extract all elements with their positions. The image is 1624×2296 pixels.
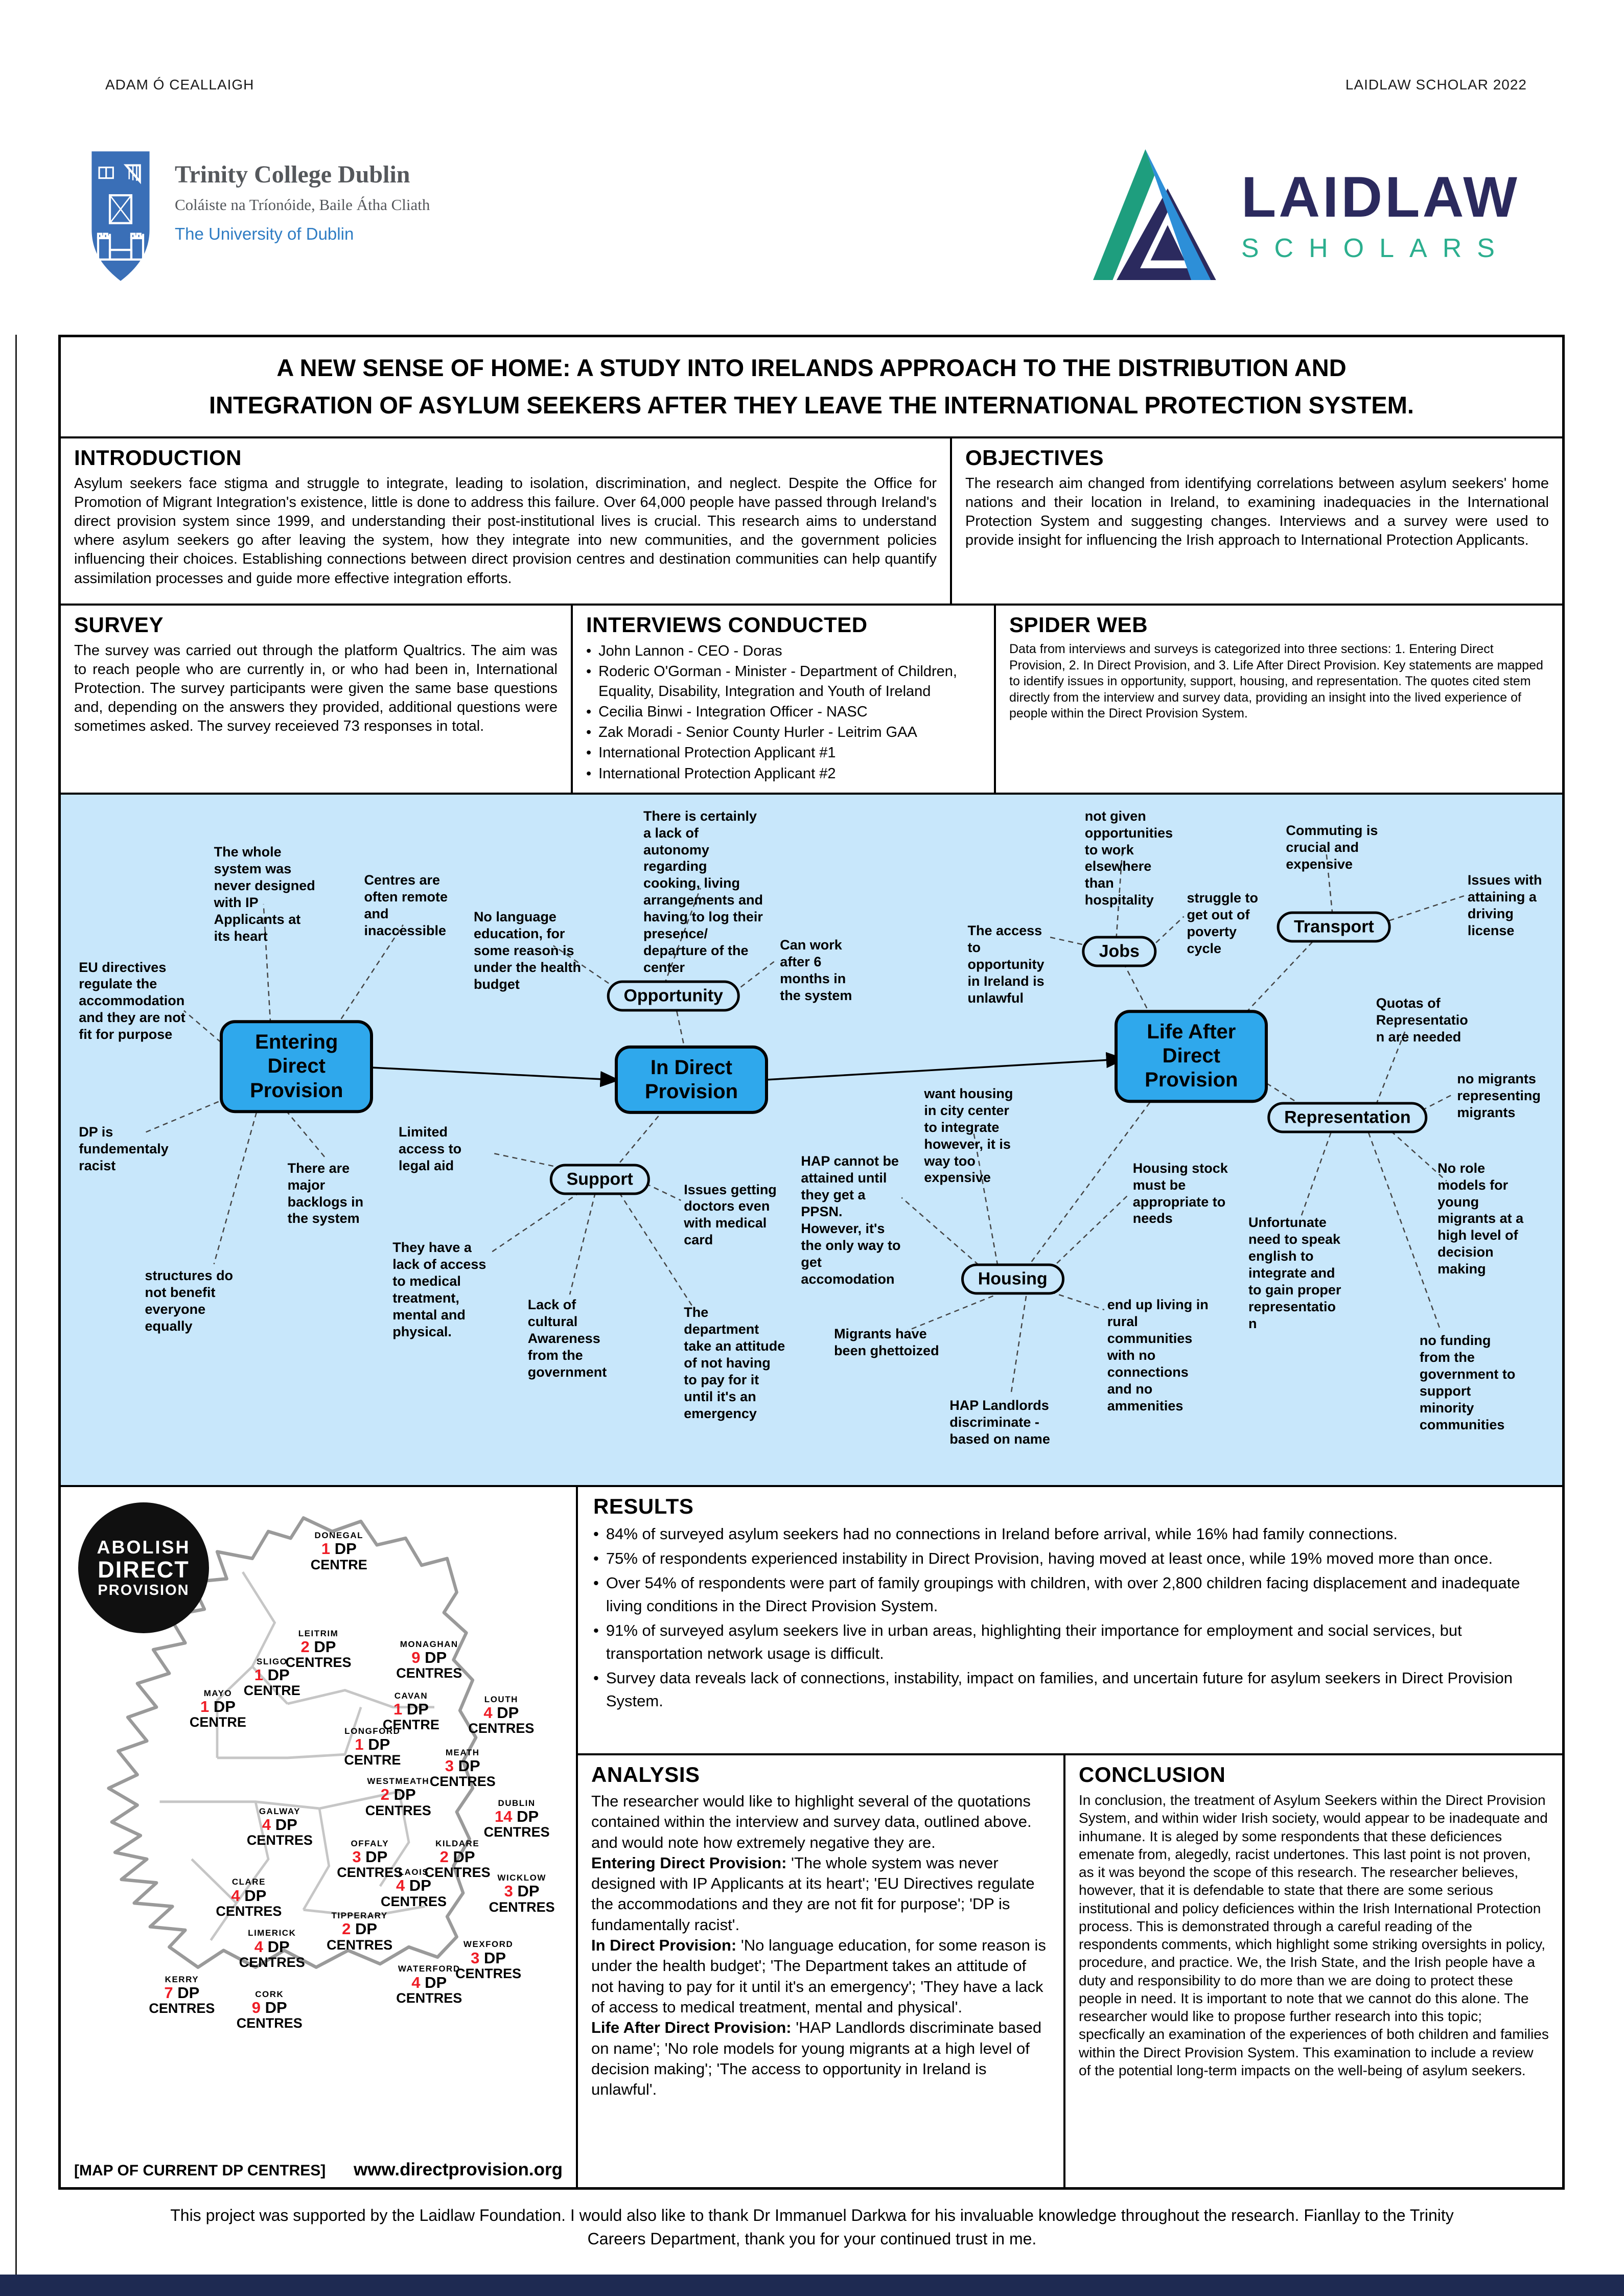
- author-name: ADAM Ó CEALLAIGH: [105, 77, 254, 92]
- county-dp-count: [311, 1540, 367, 1557]
- county-label-tipperary: [327, 1911, 392, 1952]
- county-name: LEITRIM: [298, 1629, 339, 1639]
- mindmap-node-in-direct: In Direct Provision: [615, 1046, 768, 1114]
- bullet-icon: •: [593, 1621, 599, 1639]
- county-name: MONAGHAN: [400, 1639, 458, 1649]
- results-analysis-conclusion: [578, 1487, 1562, 2187]
- survey-heading: SURVEY: [74, 613, 164, 637]
- mindmap-arrow: [370, 1068, 616, 1080]
- mindmap-quote-e2: Centres are often remote and inaccessible: [364, 872, 448, 939]
- county-name: CORK: [255, 1989, 284, 1999]
- county-name: GALWAY: [259, 1806, 300, 1817]
- scholar-year-label: LAIDLAW SCHOLAR 2022: [1345, 77, 1527, 92]
- result-item-text: 84% of surveyed asylum seekers had no connections in Ireland before arrival, while 16% had family connections.: [606, 1525, 1398, 1543]
- county-dp-unit: CENTRE: [382, 1717, 439, 1733]
- result-item: [593, 1523, 1547, 1546]
- bullet-icon: •: [586, 724, 592, 741]
- county-name: WEXFORD: [463, 1939, 514, 1950]
- county-label-limerick: [239, 1929, 305, 1969]
- county-dp-unit: CENTRES: [489, 1899, 555, 1915]
- analysis-part-label: Life After Direct Provision:: [591, 2019, 792, 2037]
- county-dp-unit: CENTRES: [285, 1655, 352, 1671]
- county-label-wexford: [455, 1940, 521, 1981]
- county-dp-suffix: DP: [513, 1882, 540, 1900]
- analysis-part: [591, 2017, 1050, 2100]
- county-name: WATERFORD: [398, 1964, 460, 1974]
- county-dp-suffix: DP: [448, 1848, 475, 1866]
- county-dp-count: [285, 1638, 351, 1655]
- mindmap-node-support: Support: [550, 1164, 650, 1195]
- county-dp-suffix: DP: [363, 1735, 390, 1753]
- county-label-louth: [468, 1695, 534, 1736]
- county-dp-number: 3: [504, 1882, 513, 1900]
- introduction-heading: INTRODUCTION: [74, 446, 242, 470]
- county-dp-suffix: DP: [492, 1704, 519, 1722]
- county-dp-suffix: DP: [402, 1700, 429, 1719]
- county-name: CLARE: [231, 1877, 266, 1887]
- mindmap-quote-s4: Lack of cultural Awareness from the government: [527, 1297, 607, 1380]
- interviews-list: [586, 641, 981, 783]
- mindmap-quote-e1: The whole system was never designed with IP Applicants at its heart: [214, 844, 315, 944]
- mindmap-quote-j2: struggle to get out of poverty cycle: [1187, 890, 1258, 957]
- interview-item-text: John Lannon - CEO - Doras: [598, 643, 782, 659]
- result-item: [593, 1667, 1547, 1713]
- county-dp-unit: CENTRES: [396, 1665, 462, 1681]
- county-label-dublin: [484, 1799, 550, 1840]
- map-caption: [MAP OF CURRENT DP CENTRES]: [74, 2162, 326, 2179]
- conclusion-section: [1063, 1755, 1562, 2187]
- county-dp-unit: CENTRE: [344, 1752, 401, 1768]
- mindmap-dashed-link: [214, 1103, 259, 1264]
- result-item: [593, 1619, 1547, 1665]
- county-label-monaghan: [396, 1640, 462, 1681]
- spiderweb-heading: SPIDER WEB: [1009, 613, 1148, 637]
- county-dp-count: [489, 1883, 555, 1899]
- mindmap-arrow: [763, 1059, 1122, 1080]
- county-dp-unit: CENTRE: [310, 1557, 367, 1572]
- introduction-body: Asylum seekers face stigma and struggle to integrate, leading to isolation, discrimination, and neglect. Despite the Office for Promotion of Migrant Integration's existence, little is done to address this failure. Over 64,000 people have passed through Ireland's direct provision system since 1999, and understanding their post-institutional lives is crucial. This research aims to understand where asylum seekers go after leaving the system, how they integrate into new communities, and the government policies influencing their choices. Establishing connections between direct provision centres and destination communities can help quantify assimilation processes and guide more effective integration efforts.: [74, 475, 937, 587]
- county-dp-number: 3: [445, 1757, 454, 1775]
- spiderweb-body: Data from interviews and surveys is categorized into three sections: 1. Entering Direct Provision, 2. In Direct Provision, and 3. Life After Direct Provision. Key statements are mapped to identify issues in opportunity, support, housing, and representation. The quotes cited stem directly from the interview and survey data, providing an insight into the lived experience of people within the Direct Provision System.: [1009, 642, 1543, 721]
- mindmap-quote-e4: EU directives regulate the accommodation and they are not fit for purpose: [79, 959, 185, 1042]
- county-dp-suffix: DP: [405, 1876, 431, 1895]
- county-dp-suffix: DP: [420, 1973, 447, 1991]
- mindmap-node-housing: Housing: [961, 1264, 1064, 1295]
- county-label-westmeath: [365, 1777, 431, 1818]
- mindmap-node-opportunity: Opportunity: [607, 981, 740, 1012]
- mindmap-dashed-link: [901, 1198, 986, 1271]
- county-name: DUBLIN: [498, 1798, 536, 1808]
- county-dp-unit: CENTRES: [149, 2001, 215, 2016]
- trinity-shield-icon: [87, 149, 154, 286]
- county-name: MEATH: [445, 1748, 480, 1757]
- mindmap-quote-t2: Issues with attaining a driving license: [1467, 872, 1542, 939]
- county-label-donegal: [311, 1531, 367, 1572]
- county-dp-number: 1: [200, 1697, 210, 1715]
- county-name: SLIGO: [257, 1656, 288, 1666]
- bullet-icon: •: [586, 765, 592, 782]
- badge-line3: PROVISION: [98, 1582, 190, 1598]
- results-section: [578, 1487, 1562, 1755]
- county-dp-count: [383, 1701, 439, 1718]
- objectives-heading: OBJECTIVES: [965, 446, 1104, 470]
- interview-item-text: International Protection Applicant #2: [598, 765, 836, 782]
- bullet-icon: •: [586, 663, 592, 680]
- mindmap-dashed-link: [1011, 1296, 1026, 1393]
- interview-item: [586, 641, 981, 661]
- mindmap-quote-o2: Can work after 6 months in the system: [780, 937, 852, 1004]
- county-dp-number: 2: [342, 1920, 351, 1938]
- laidlaw-triangle-icon: [1093, 144, 1224, 288]
- interviews-section: [571, 606, 994, 793]
- county-dp-suffix: DP: [309, 1638, 336, 1656]
- mindmap-quote-t1: Commuting is crucial and expensive: [1286, 823, 1378, 872]
- county-label-longford: [344, 1727, 401, 1768]
- county-dp-unit: CENTRES: [429, 1774, 496, 1790]
- county-dp-number: 4: [396, 1876, 405, 1895]
- county-dp-suffix: DP: [261, 1998, 287, 2016]
- mindmap-quote-o1: There is certainly a lack of autonomy regarding cooking, living arrangements and having to log their presence/ departure of the center: [643, 808, 763, 976]
- bullet-icon: •: [586, 703, 592, 720]
- county-name: KILDARE: [435, 1839, 480, 1849]
- intro-objectives-row: [61, 438, 1562, 606]
- mindmap-dashed-link: [1050, 1193, 1130, 1269]
- county-label-kerry: [149, 1975, 215, 2016]
- county-dp-number: 1: [254, 1666, 264, 1684]
- mindmap-node-entering: Entering Direct Provision: [220, 1021, 373, 1114]
- mindmap-quote-j1: not given opportunities to work elsewhere than hospitality: [1084, 808, 1173, 908]
- survey-body: The survey was carried out through the platform Qualtrics. The aim was to reach people who are currently in, or who had been in, International Protection. The survey participants were given the same base questions and, depending on the answers they provided, additional questions were sometimes asked. The survey receieved 73 responses in total.: [74, 642, 558, 735]
- mindmap-dashed-link: [570, 1193, 595, 1294]
- mindmap-quote-h1: want housing in city center to integrate however, it is way too expensive: [924, 1085, 1013, 1186]
- results-heading: RESULTS: [593, 1494, 694, 1518]
- dp-centres-map-panel: [61, 1487, 578, 2187]
- laidlaw-name: LAIDLAW: [1241, 165, 1520, 229]
- county-label-wicklow: [489, 1873, 555, 1914]
- county-dp-unit: CENTRES: [468, 1721, 535, 1736]
- county-dp-number: 3: [471, 1949, 480, 1967]
- county-dp-unit: CENTRES: [327, 1937, 393, 1953]
- county-dp-count: [327, 1920, 392, 1937]
- mindmap-dashed-link: [615, 1109, 664, 1169]
- county-dp-number: 1: [393, 1700, 403, 1719]
- county-dp-unit: CENTRES: [483, 1824, 550, 1840]
- county-dp-unit: CENTRES: [246, 1833, 313, 1848]
- county-dp-suffix: DP: [454, 1757, 480, 1775]
- county-dp-number: 1: [355, 1735, 364, 1753]
- county-dp-count: [239, 1938, 305, 1955]
- trinity-logo: [87, 149, 430, 286]
- mindmap-dashed-link: [490, 1192, 580, 1253]
- mindmap-quote-r5: no funding from the government to support minority communities: [1419, 1333, 1516, 1433]
- county-dp-unit: CENTRES: [239, 1954, 305, 1970]
- county-dp-number: 4: [483, 1704, 493, 1722]
- county-dp-count: [425, 1848, 491, 1865]
- laidlaw-subtitle: SCHOLARS: [1241, 233, 1510, 263]
- county-dp-count: [381, 1877, 447, 1894]
- county-dp-count: [365, 1786, 431, 1803]
- county-dp-count: [468, 1704, 534, 1721]
- mindmap-quote-h5: Housing stock must be appropriate to needs: [1132, 1160, 1228, 1226]
- county-label-waterford: [396, 1964, 462, 2005]
- county-dp-number: 2: [439, 1848, 449, 1866]
- county-dp-number: 7: [164, 1984, 173, 2002]
- mindmap-node-life-after: Life After Direct Provision: [1115, 1010, 1268, 1103]
- mindmap-quote-e5: DP is fundementaly racist: [79, 1124, 169, 1174]
- county-name: TIPPERARY: [331, 1911, 388, 1921]
- county-dp-count: [337, 1848, 403, 1865]
- interview-item-text: Zak Moradi - Senior County Hurler - Leitrim GAA: [598, 724, 917, 741]
- county-dp-suffix: DP: [209, 1697, 236, 1715]
- county-dp-unit: CENTRES: [455, 1965, 522, 1981]
- county-dp-suffix: DP: [263, 1666, 290, 1684]
- badge-line2: DIRECT: [98, 1557, 190, 1583]
- analysis-part-label: Entering Direct Provision:: [591, 1853, 787, 1872]
- county-dp-suffix: DP: [263, 1937, 290, 1956]
- county-label-laois: [381, 1868, 447, 1909]
- result-item: [593, 1547, 1547, 1570]
- analysis-conclusion-row: [578, 1755, 1562, 2187]
- county-dp-number: 2: [380, 1785, 390, 1804]
- mindmap-dashed-link: [1050, 1292, 1104, 1310]
- mindmap-dashed-link: [331, 925, 403, 1034]
- county-dp-number: 1: [321, 1540, 331, 1558]
- acknowledgement-text: This project was supported by the Laidlaw Foundation. I would also like to thank Dr Immanuel Darkwa for his invaluable knowledge throughout the research. Fianllay to the Trinity Careers Department, thank you for your continued trust in me.: [170, 2206, 1454, 2248]
- county-dp-suffix: DP: [479, 1949, 506, 1967]
- county-dp-number: 2: [300, 1638, 310, 1656]
- mindmap-quote-r2: no migrants representing migrants: [1457, 1071, 1541, 1121]
- county-dp-suffix: DP: [351, 1920, 378, 1938]
- result-item: [593, 1572, 1547, 1618]
- analysis-heading: ANALYSIS: [591, 1762, 700, 1787]
- mindmap-node-jobs: Jobs: [1082, 936, 1156, 967]
- survey-section: [61, 606, 571, 793]
- county-dp-suffix: DP: [240, 1886, 267, 1905]
- bullet-icon: •: [593, 1549, 599, 1567]
- county-dp-number: 4: [411, 1973, 421, 1991]
- interview-item-text: International Protection Applicant #1: [598, 745, 836, 761]
- county-dp-suffix: DP: [361, 1848, 388, 1866]
- analysis-section: [578, 1755, 1063, 2187]
- mindmap-quote-o3: The access to opportunity in Ireland is unlawful: [967, 922, 1045, 1006]
- mindmap-dashed-link: [1381, 896, 1465, 923]
- county-label-sligo: [244, 1657, 300, 1698]
- trinity-name: Trinity College Dublin: [175, 161, 410, 188]
- interview-item: [586, 764, 981, 783]
- county-name: LIMERICK: [248, 1928, 296, 1938]
- county-dp-count: [244, 1666, 300, 1683]
- conclusion-heading: CONCLUSION: [1079, 1762, 1226, 1787]
- mindmap-node-representation: Representation: [1267, 1102, 1428, 1133]
- county-dp-unit: CENTRE: [243, 1683, 300, 1699]
- analysis-part: [591, 1853, 1050, 1935]
- county-dp-unit: CENTRE: [189, 1714, 246, 1730]
- county-label-meath: [430, 1748, 496, 1789]
- trinity-logo-text: [175, 149, 430, 244]
- introduction-section: [61, 438, 950, 604]
- county-dp-suffix: DP: [271, 1816, 297, 1834]
- trinity-irish-name: Coláiste na Tríonóide, Baile Átha Cliath: [175, 196, 430, 214]
- county-dp-number: 14: [494, 1807, 513, 1825]
- mindmap-dashed-link: [619, 1193, 693, 1307]
- poster-title-line1: A NEW SENSE OF HOME: A STUDY INTO IRELANDS APPROACH TO THE DISTRIBUTION AND: [276, 354, 1347, 382]
- survey-interviews-spider-row: [61, 606, 1562, 795]
- analysis-part: [591, 1935, 1050, 2017]
- mindmap-dashed-link: [1301, 1132, 1331, 1217]
- mindmap-quote-r3: No role models for young migrants at a high level of decision making: [1437, 1160, 1524, 1277]
- mindmap-quote-s2: Issues getting doctors even with medical card: [684, 1181, 777, 1248]
- county-dp-unit: CENTRES: [365, 1802, 431, 1818]
- mindmap-quote-h3: Migrants have been ghettoized: [834, 1326, 939, 1358]
- acknowledgement-footer: [0, 2204, 1624, 2251]
- left-page-rule: [15, 335, 17, 2276]
- mindmap-quote-r1: Quotas of Representation are needed: [1376, 995, 1468, 1045]
- mindmap-dashed-link: [1368, 1132, 1441, 1331]
- county-name: WICKLOW: [497, 1873, 546, 1883]
- mindmap-quote-r4: Unfortunate need to speak english to integrate and to gain proper representation: [1248, 1215, 1341, 1332]
- mindmap-quote-e7: structures do not benefit everyone equally: [145, 1268, 234, 1334]
- county-dp-count: [396, 1649, 462, 1666]
- county-dp-count: [247, 1816, 313, 1833]
- objectives-body: The research aim changed from identifying correlations between asylum seekers' home nations and their location in Ireland, to examining inadequacies in the International Protection System and suggesting changes. Interviews and a survey were used to provide insight for influencing the Irish approach to International Protection Applicants.: [965, 475, 1549, 549]
- county-name: DONEGAL: [314, 1530, 364, 1541]
- county-dp-number: 4: [231, 1886, 240, 1905]
- analysis-part-text: 'The whole system was never designed with IP Applicants at its heart'; 'EU Directives regulate the accommodations and they are not fit for purpose'; 'DP is fundamentally racist'.: [591, 1853, 1035, 1934]
- bullet-icon: •: [586, 745, 592, 761]
- county-dp-suffix: DP: [420, 1648, 447, 1666]
- county-dp-unit: CENTRES: [337, 1865, 403, 1881]
- county-dp-number: 9: [251, 1998, 261, 2016]
- county-name: KERRY: [165, 1974, 199, 1984]
- county-name: WESTMEATH: [367, 1776, 430, 1787]
- result-item-text: 75% of respondents experienced instability in Direct Provision, having moved at least once, while 19% moved more than once.: [606, 1549, 1493, 1567]
- directprovision-website: www.directprovision.org: [353, 2160, 563, 2179]
- interviews-heading: INTERVIEWS CONDUCTED: [586, 613, 868, 637]
- county-dp-count: [396, 1974, 462, 1991]
- bullet-icon: •: [593, 1573, 599, 1592]
- poster-title-line2: INTEGRATION OF ASYLUM SEEKERS AFTER THEY LEAVE THE INTERNATIONAL PROTECTION SYSTEM.: [209, 391, 1414, 419]
- county-dp-suffix: DP: [173, 1984, 200, 2002]
- interview-item: [586, 743, 981, 762]
- result-item-text: Survey data reveals lack of connections, instability, impact on families, and uncertain future for asylum seekers in Direct Provision System.: [606, 1668, 1513, 1710]
- badge-line1: ABOLISH: [97, 1536, 191, 1558]
- interview-item-text: Cecilia Binwi - Integration Officer - NASC: [598, 703, 868, 720]
- mindmap-quote-h4: HAP Landlords discriminate - based on name: [949, 1398, 1050, 1447]
- county-dp-suffix: DP: [330, 1540, 357, 1558]
- county-label-mayo: [190, 1689, 246, 1730]
- interview-item: [586, 702, 981, 722]
- county-dp-unit: CENTRES: [216, 1903, 282, 1919]
- analysis-part-text: 'HAP Landlords discriminate based on name'; 'No role models for young migrants at a high level of decision making'; 'The access to opportunity in Ireland is unlawful'.: [591, 2019, 1042, 2099]
- county-dp-count: [430, 1757, 496, 1774]
- abolish-direct-provision-badge: [78, 1502, 209, 1633]
- county-dp-count: [149, 1984, 215, 2001]
- county-dp-unit: CENTRES: [396, 1990, 462, 2006]
- analysis-part-text: 'No language education, for some reason is under the health budget'; 'The Department takes an attitude of not having to pay for it until it's an emergency'; 'They have a lack of access to medical treatment, mental and physical'.: [591, 1936, 1046, 2016]
- county-name: CAVAN: [394, 1691, 428, 1701]
- county-name: MAYO: [203, 1688, 233, 1698]
- county-dp-suffix: DP: [512, 1807, 539, 1825]
- laidlaw-logo-text: [1241, 165, 1520, 264]
- county-dp-number: 4: [262, 1816, 271, 1834]
- county-dp-unit: CENTRES: [236, 2015, 303, 2031]
- county-dp-count: [484, 1808, 550, 1825]
- mindmap-quote-h2: HAP cannot be attained until they get a PPSN. However, it's the only way to get accomodation: [801, 1153, 901, 1287]
- county-dp-count: [237, 1999, 303, 2016]
- mindmap-quote-s3: They have a lack of access to medical treatment, mental and physical.: [392, 1240, 486, 1339]
- county-name: LOUTH: [484, 1694, 518, 1704]
- mindmap-quote-e6: There are major backlogs in the system: [287, 1160, 364, 1226]
- spiderweb-section: [994, 606, 1562, 793]
- county-dp-unit: CENTRES: [380, 1893, 447, 1909]
- analysis-quotes: [591, 1853, 1050, 2100]
- county-dp-count: [190, 1698, 246, 1715]
- county-name: OFFALY: [351, 1839, 389, 1849]
- interview-item-text: Roderic O'Gorman - Minister - Department of Children, Equality, Disability, Integration and Youth of Ireland: [598, 663, 957, 700]
- interview-item: [586, 662, 981, 701]
- county-dp-number: 4: [254, 1937, 264, 1956]
- laidlaw-logo: [1093, 144, 1520, 288]
- bullet-icon: •: [586, 643, 592, 659]
- result-item-text: 91% of surveyed asylum seekers live in urban areas, highlighting their importance for employment and social services, but transportation network usage is difficult.: [606, 1621, 1462, 1662]
- mindmap-node-transport: Transport: [1277, 912, 1391, 943]
- analysis-intro: The researcher would like to highlight several of the quotations contained within the interview and survey data, outlined above. and would note how extremely negative they are.: [591, 1792, 1032, 1851]
- poster-title: [61, 337, 1562, 438]
- county-name: LAOIS: [398, 1867, 429, 1877]
- county-label-galway: [247, 1807, 313, 1848]
- mindmap-quote-e3: No language education, for some reason is under the health budget: [473, 909, 581, 992]
- results-list: [593, 1523, 1547, 1713]
- map-caption-row: [74, 2160, 563, 2180]
- bottom-navy-bar: [0, 2275, 1624, 2296]
- county-dp-suffix: DP: [389, 1785, 416, 1804]
- page-header: [105, 77, 1527, 93]
- county-dp-number: 9: [411, 1648, 421, 1666]
- county-dp-number: 3: [352, 1848, 361, 1866]
- bullet-icon: •: [593, 1668, 599, 1687]
- mindmap-quote-s1: Limited access to legal aid: [399, 1124, 462, 1174]
- trinity-subtitle: The University of Dublin: [175, 224, 354, 243]
- objectives-section: [950, 438, 1562, 604]
- interview-item: [586, 723, 981, 742]
- analysis-part-label: In Direct Provision:: [591, 1936, 737, 1955]
- county-dp-count: [344, 1736, 401, 1753]
- county-dp-unit: CENTRES: [424, 1865, 491, 1881]
- county-label-cork: [237, 1990, 303, 2031]
- county-name: LONGFORD: [344, 1726, 401, 1736]
- spider-web-mindmap: [61, 795, 1562, 1487]
- poster-body-frame: [58, 335, 1565, 2190]
- county-dp-count: [455, 1950, 521, 1966]
- mindmap-quote-h6: end up living in rural communities with no connections and no ammenities: [1107, 1297, 1209, 1413]
- bottom-row: [61, 1487, 1562, 2187]
- result-item-text: Over 54% of respondents were part of family groupings with children, with over 2,800 children facing displacement and inadequate living conditions in the Direct Provision System.: [606, 1573, 1520, 1615]
- county-dp-count: [216, 1887, 282, 1904]
- bullet-icon: •: [593, 1525, 599, 1543]
- county-label-clare: [216, 1877, 282, 1918]
- conclusion-body: In conclusion, the treatment of Asylum Seekers within the Direct Provision System, and within wider Irish society, would appear to be inadequate and inhumane. It is aleged by some respondents that these deficiences emenate from, alegedly, racist undertones. This last point is not proven, as it was beyond the scope of this research. The researcher believes, however, that it is defendable to state that there are some serious institutional and policy deficiences within the Irish International Protection process. This is demonstrated through a careful reading of the respondents comments, which highlight some striking oversights in policy, procedure, and practice. We, the Irish State, and the Irish people have a duty and responsibility to do more than we are doing to protect these people in need. It is important to note that we cannot do this alone. The researcher would like to propose further research into this topic; specfically an examination of the experiences of both children and families within the Direct Provision System. This examination to include a review of the potential long-term impacts on the well-being of asylum seekers.: [1079, 1792, 1549, 2078]
- mindmap-quote-s5: The department take an attitude of not having to pay for it until it's an emergency: [684, 1305, 785, 1421]
